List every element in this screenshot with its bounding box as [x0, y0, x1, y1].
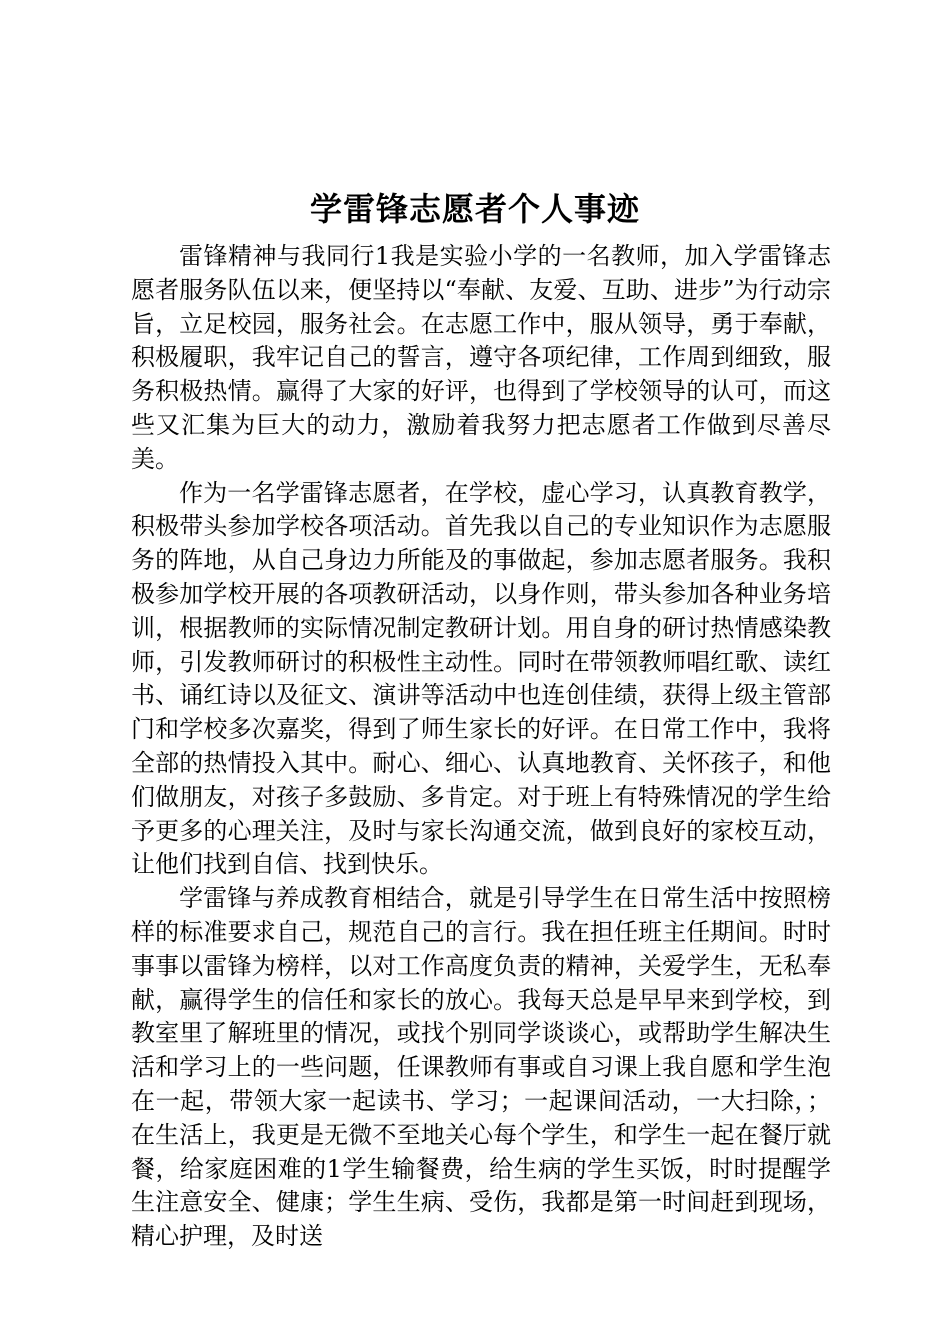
paragraph: 雷锋精神与我同行1我是实验小学的一名教师，加入学雷锋志愿者服务队伍以来，便坚持以“奉献、友爱、互助、进步”为行动宗旨，立足校园，服务社会。在志愿工作中，服从领导，勇于奉献，积极履职，我牢记自己的誓言，遵守各项纪律，工作周到细致，服务积极热情。赢得了大家的好评，也得到了学校领导的认可，而这些又汇集为巨大的动力，激励着我努力把志愿者工作做到尽善尽美。 — [131, 242, 831, 473]
paragraph: 学雷锋与养成教育相结合，就是引导学生在日常生活中按照榜样的标准要求自己，规范自己的言行。我在担任班主任期间。时时事事以雷锋为榜样，以对工作高度负责的精神，关爱学生，无私奉献，赢得学生的信任和家长的放心。我每天总是早早来到学校，到教室里了解班里的情况，或找个别同学谈谈心，或帮助学生解决生活和学习上的一些问题，任课教师有事或自习课上我自愿和学生泡在一起，带领大家一起读书、学习；一起课间活动，一大扫除，；在生活上，我更是无微不至地关心每个学生，和学生一起在餐厅就餐，给家庭困难的1学生输餐费，给生病的学生买饭，时时提醒学生注意安全、健康；学生生病、受伤，我都是第一时间赶到现场，精心护理，及时送 — [131, 884, 831, 1251]
document-title: 学雷锋志愿者个人事迹 — [309, 190, 640, 228]
document-body — [131, 240, 831, 1254]
paragraph: 作为一名学雷锋志愿者，在学校，虚心学习，认真教育教学，积极带头参加学校各项活动。首先我以自己的专业知识作为志愿服务的阵地，从自己身边力所能及的事做起，参加志愿者服务。我积极参加学校开展的各项教研活动，以身作则，带头参加各种业务培训，根据教师的实际情况制定教研计划。用自身的研讨热情感染教师，引发教师研讨的积极性主动性。同时在带领教师唱红歌、读红书、诵红诗以及征文、演讲等活动中也连创佳绩，获得上级主管部门和学校多次嘉奖，得到了师生家长的好评。在日常工作中，我将全部的热情投入其中。耐心、细心、认真地教育、关怀孩子，和他们做朋友，对孩子多鼓励、多肯定。对于班上有特殊情况的学生给予更多的心理关注，及时与家长沟通交流，做到良好的家校互动，让他们找到自信、找到快乐。 — [131, 478, 831, 879]
